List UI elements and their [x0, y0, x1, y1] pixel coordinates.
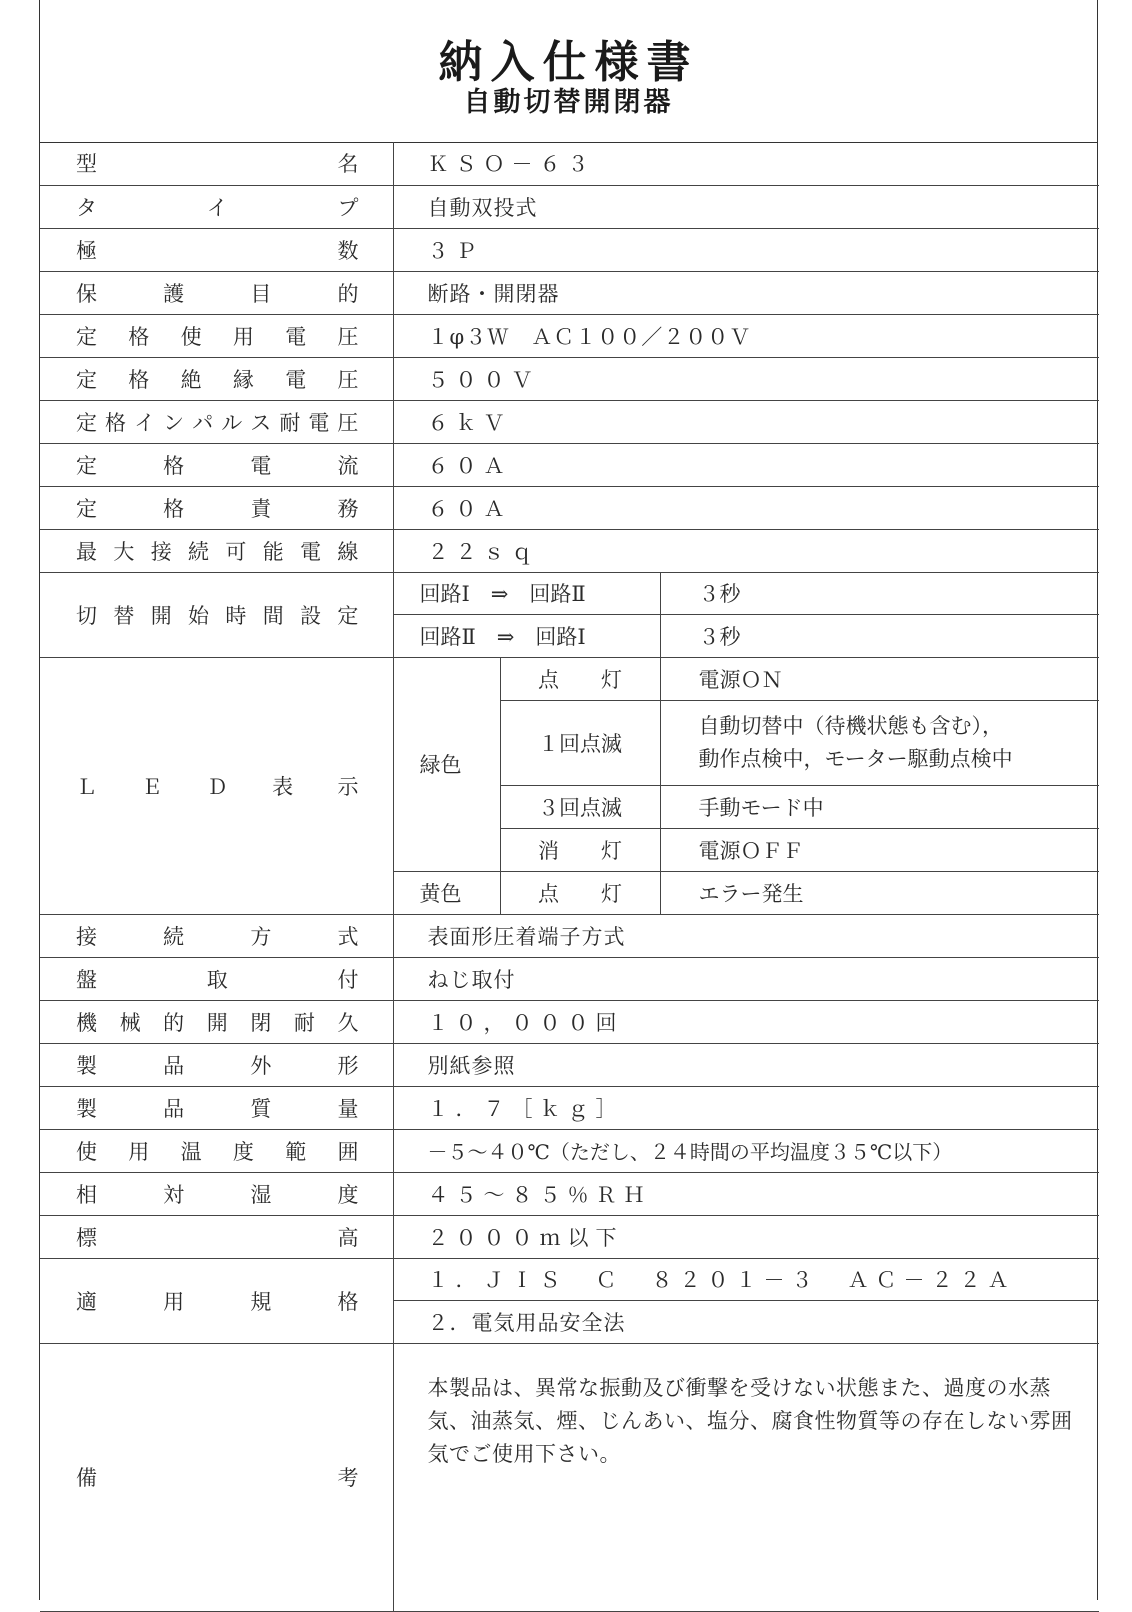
- label-char: 格: [163, 453, 185, 478]
- label-char: 可: [225, 539, 247, 564]
- label-model: [40, 142, 393, 185]
- table-row: [40, 914, 1099, 957]
- label-char: ル: [221, 410, 243, 435]
- table-row: [40, 957, 1099, 1000]
- label-char: 格: [163, 496, 185, 521]
- label-char: 時: [225, 603, 247, 628]
- label-char: 質: [250, 1096, 272, 1121]
- label-remarks: [40, 1343, 393, 1611]
- value-poles: ３Ｐ: [393, 228, 1099, 271]
- label-switch-time: [40, 572, 393, 657]
- label-char: 閉: [250, 1010, 272, 1035]
- label-char: 格: [128, 324, 150, 349]
- label-char: 定: [337, 603, 359, 628]
- label-char: 機: [76, 1010, 97, 1035]
- label-char: 品: [163, 1053, 185, 1078]
- label-rated-voltage: [40, 314, 393, 357]
- label-endurance: [40, 1000, 393, 1043]
- value-outline: 別紙参照: [393, 1043, 1099, 1086]
- label-char: 大: [113, 539, 135, 564]
- table-row: [40, 1258, 1099, 1300]
- label-char: 製: [76, 1053, 97, 1078]
- label-char: 電: [308, 410, 330, 435]
- value-altitude: ２０００ｍ以下: [393, 1215, 1099, 1258]
- value-weight: １．７［ｋｇ］: [393, 1086, 1099, 1129]
- table-row: [40, 1000, 1099, 1043]
- label-char: 定: [76, 324, 97, 349]
- document-header: [40, 0, 1097, 143]
- label-char: 開: [150, 603, 172, 628]
- label-humidity: [40, 1172, 393, 1215]
- value-humidity: ４５～８５％ＲＨ: [393, 1172, 1099, 1215]
- table-row: [40, 657, 1099, 700]
- switch-route-2: 回路Ⅱ ⇒ 回路Ⅰ: [393, 614, 660, 657]
- switch-route-1: 回路Ⅰ ⇒ 回路Ⅱ: [393, 572, 660, 614]
- label-altitude: [40, 1215, 393, 1258]
- label-insulation-voltage: [40, 357, 393, 400]
- label-char: 使: [180, 324, 202, 349]
- value-mounting: ねじ取付: [393, 957, 1099, 1000]
- label-char: Ｌ: [76, 774, 97, 799]
- value-standard: ２．電気用品安全法: [393, 1300, 1099, 1343]
- label-temp-range: [40, 1129, 393, 1172]
- label-char: 圧: [337, 410, 359, 435]
- label-char: 対: [163, 1182, 185, 1207]
- switch-time-1: ３秒: [660, 572, 1099, 614]
- label-char: 最: [76, 539, 97, 564]
- label-char: 切: [76, 603, 97, 628]
- value-purpose: 断路・開閉器: [393, 271, 1099, 314]
- value-temp-range: －５～４０℃（ただし、２４時間の平均温度３５℃以下）: [393, 1129, 1099, 1172]
- spec-table: [40, 142, 1099, 1612]
- value-connection: 表面形圧着端子方式: [393, 914, 1099, 957]
- label-standards: [40, 1258, 393, 1343]
- table-row: [40, 314, 1099, 357]
- label-char: イ: [206, 195, 228, 220]
- table-row: [40, 142, 1099, 185]
- label-char: 的: [337, 281, 359, 306]
- label-char: 久: [337, 1010, 359, 1035]
- label-char: 品: [163, 1096, 185, 1121]
- label-char: 定: [76, 453, 97, 478]
- label-char: 絶: [180, 367, 202, 392]
- label-char: 式: [337, 924, 359, 949]
- label-char: 範: [285, 1139, 307, 1164]
- led-meaning: [660, 700, 1099, 785]
- label-char: 接: [76, 924, 97, 949]
- label-char: 耐: [279, 410, 301, 435]
- label-char: 規: [250, 1289, 272, 1314]
- table-row: [40, 572, 1099, 614]
- led-state: 消 灯: [500, 828, 660, 871]
- label-char: 型: [76, 152, 97, 177]
- label-char: 続: [163, 924, 185, 949]
- label-char: 責: [250, 496, 272, 521]
- label-char: 極: [76, 238, 97, 263]
- label-char: 適: [76, 1289, 97, 1314]
- label-char: 標: [76, 1225, 97, 1250]
- value-standard: １．ＪＩＳ Ｃ ８２０１－３ ＡＣ－２２Ａ: [393, 1258, 1099, 1300]
- value-model: ＫＳＯ－６３: [393, 142, 1099, 185]
- label-char: 線: [337, 539, 359, 564]
- label-char: 耐: [293, 1010, 315, 1035]
- label-char: 盤: [76, 967, 97, 992]
- table-row: [40, 400, 1099, 443]
- led-state: 点 灯: [500, 871, 660, 914]
- label-char: 格: [337, 1289, 359, 1314]
- switch-time-2: ３秒: [660, 614, 1099, 657]
- value-max-wire: ２２ｓｑ: [393, 529, 1099, 572]
- label-char: 目: [250, 281, 272, 306]
- label-char: 名: [337, 152, 359, 177]
- label-char: 温: [180, 1139, 202, 1164]
- label-char: 用: [163, 1289, 185, 1314]
- led-meaning-line: 動作点検中，モーター駆動点検中: [698, 746, 1013, 771]
- table-row: [40, 1215, 1099, 1258]
- led-meaning: 手動モード中: [660, 785, 1099, 828]
- table-row: [40, 1086, 1099, 1129]
- led-state: ３回点滅: [500, 785, 660, 828]
- table-row: [40, 185, 1099, 228]
- label-char: 縁: [232, 367, 254, 392]
- label-char: 始: [188, 603, 210, 628]
- led-meaning: 電源ＯＦＦ: [660, 828, 1099, 871]
- table-row: [40, 1043, 1099, 1086]
- label-char: タ: [76, 195, 97, 220]
- label-char: 替: [113, 603, 135, 628]
- value-rated-current: ６０Ａ: [393, 443, 1099, 486]
- value-remarks: 本製品は、異常な振動及び衝撃を受けない状態また、過度の水蒸気、油蒸気、煙、じんあい、塩分、腐食性物質等の存在しない雰囲気でご使用下さい。: [393, 1343, 1099, 1611]
- table-row: [40, 1129, 1099, 1172]
- label-char: 開: [206, 1010, 228, 1035]
- label-char: 表: [272, 774, 294, 799]
- document-title: 納入仕様書: [438, 37, 699, 88]
- label-char: 械: [119, 1010, 141, 1035]
- label-char: 囲: [337, 1139, 359, 1164]
- value-impulse-voltage: ６ｋＶ: [393, 400, 1099, 443]
- led-yellow-label: 黄色: [393, 871, 500, 914]
- label-char: 保: [76, 281, 97, 306]
- label-char: イ: [134, 410, 156, 435]
- label-char: 相: [76, 1182, 97, 1207]
- label-char: 量: [337, 1096, 359, 1121]
- value-type: 自動双投式: [393, 185, 1099, 228]
- label-char: 電: [285, 324, 307, 349]
- table-row: [40, 271, 1099, 314]
- label-char: 能: [262, 539, 284, 564]
- spec-sheet: [39, 0, 1098, 1600]
- label-char: 格: [128, 367, 150, 392]
- label-outline: [40, 1043, 393, 1086]
- led-state: 点 灯: [500, 657, 660, 700]
- value-rated-duty: ６０Ａ: [393, 486, 1099, 529]
- label-rated-duty: [40, 486, 393, 529]
- table-row: [40, 1343, 1099, 1611]
- label-char: Ｄ: [206, 774, 228, 799]
- label-char: 的: [163, 1010, 185, 1035]
- table-row: [40, 357, 1099, 400]
- led-meaning-line: 自動切替中（待機状態も含む），: [698, 713, 1003, 738]
- label-char: 湿: [250, 1182, 272, 1207]
- label-char: 使: [76, 1139, 97, 1164]
- label-led: [40, 657, 393, 914]
- value-insulation-voltage: ５００Ｖ: [393, 357, 1099, 400]
- label-max-wire: [40, 529, 393, 572]
- label-char: 形: [337, 1053, 359, 1078]
- label-char: 定: [76, 496, 97, 521]
- value-endurance: １０，０００回: [393, 1000, 1099, 1043]
- label-char: 圧: [337, 367, 359, 392]
- label-purpose: [40, 271, 393, 314]
- label-char: 考: [337, 1466, 359, 1490]
- label-char: 護: [163, 281, 185, 306]
- label-mounting: [40, 957, 393, 1000]
- led-green-label: 緑色: [393, 657, 500, 871]
- label-char: 定: [76, 367, 97, 392]
- label-char: 度: [337, 1182, 359, 1207]
- led-meaning: 電源ＯＮ: [660, 657, 1099, 700]
- label-char: ス: [250, 410, 272, 435]
- label-char: 間: [262, 603, 284, 628]
- label-char: 設: [300, 603, 322, 628]
- label-char: 流: [337, 453, 359, 478]
- label-impulse-voltage: [40, 400, 393, 443]
- led-state: １回点滅: [500, 700, 660, 785]
- document-subtitle: 自動切替開閉器: [463, 87, 674, 118]
- label-type: [40, 185, 393, 228]
- table-row: [40, 1172, 1099, 1215]
- label-char: 備: [76, 1466, 97, 1490]
- label-char: 接: [150, 539, 172, 564]
- value-rated-voltage: １φ３Ｗ ＡＣ１００／２００Ｖ: [393, 314, 1099, 357]
- label-char: 高: [337, 1225, 359, 1250]
- label-char: 外: [250, 1053, 272, 1078]
- label-char: 務: [337, 496, 359, 521]
- led-meaning: エラー発生: [660, 871, 1099, 914]
- label-rated-current: [40, 443, 393, 486]
- table-row: [40, 529, 1099, 572]
- label-char: 格: [105, 410, 127, 435]
- label-char: 用: [232, 324, 254, 349]
- label-char: 方: [250, 924, 272, 949]
- label-char: ン: [163, 410, 185, 435]
- label-char: 圧: [337, 324, 359, 349]
- label-weight: [40, 1086, 393, 1129]
- table-row: [40, 443, 1099, 486]
- label-char: 電: [285, 367, 307, 392]
- label-char: 数: [337, 238, 359, 263]
- label-char: 度: [232, 1139, 254, 1164]
- table-row: [40, 486, 1099, 529]
- label-char: 続: [188, 539, 210, 564]
- table-row: [40, 228, 1099, 271]
- label-char: 電: [300, 539, 322, 564]
- label-char: 製: [76, 1096, 97, 1121]
- label-connection: [40, 914, 393, 957]
- label-char: 示: [337, 774, 359, 799]
- label-char: 取: [206, 967, 228, 992]
- label-char: 付: [337, 967, 359, 992]
- label-char: 定: [76, 410, 97, 435]
- label-poles: [40, 228, 393, 271]
- label-char: パ: [192, 410, 214, 435]
- label-char: 電: [250, 453, 272, 478]
- label-char: プ: [337, 195, 359, 220]
- label-char: Ｅ: [141, 774, 163, 799]
- label-char: 用: [128, 1139, 150, 1164]
